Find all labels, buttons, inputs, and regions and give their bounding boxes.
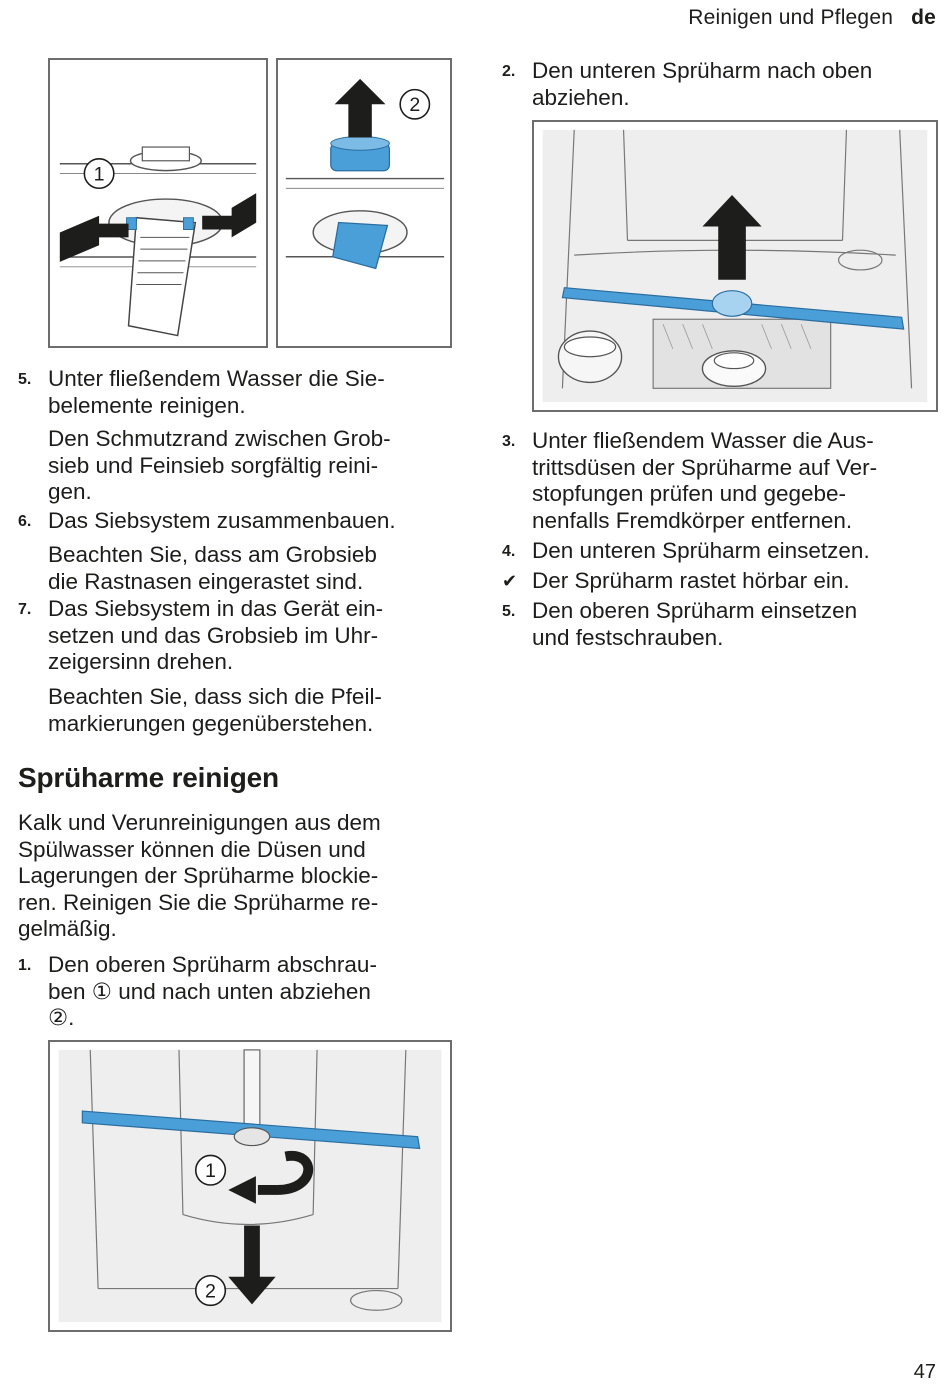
lower-spray-arm-illustration [534, 122, 936, 410]
step-text-line: Den oberen Sprüharm abschrau- [48, 952, 377, 977]
step-text-line: Das Siebsystem in das Gerät ein- [48, 596, 384, 621]
note-line: Den Schmutzrand zwischen Grob- [48, 426, 391, 451]
intro-line: gelmäßig. [18, 916, 117, 941]
note-arrow-markings [48, 684, 450, 737]
step-text-line: Den unteren Sprüharm nach oben [532, 58, 873, 83]
note-line: Beachten Sie, dass am Grobsieb [48, 542, 377, 567]
step-text-line: belemente reinigen. [48, 392, 246, 418]
step-3-check-nozzles [502, 428, 938, 534]
step-6-assemble [18, 508, 450, 535]
step-number: 6. [18, 513, 32, 530]
note-latches [48, 542, 450, 595]
step-5-filter [18, 366, 450, 419]
step-text-line: trittsdüsen der Sprüharme auf Ver- [532, 454, 878, 480]
step-text-line: abziehen. [532, 84, 630, 110]
step-number: 1. [18, 957, 32, 974]
step-number: 2. [502, 63, 516, 80]
checkmark-icon: ✔ [502, 571, 518, 591]
result-text-line: Der Sprüharm rastet hörbar ein. [532, 568, 850, 593]
upper-spray-arm-figure [48, 1040, 452, 1332]
step-text-line: nenfalls Fremdkörper entfernen. [532, 507, 853, 533]
step-text-line: ben ① und nach unten abziehen [48, 978, 371, 1004]
step-text-line: setzen und das Grobsieb im Uhr- [48, 622, 379, 648]
callout-one: 1 [93, 163, 105, 186]
intro-line: Spülwasser können die Düsen und [18, 836, 366, 862]
intro-line: Lagerungen der Sprüharme blockie- [18, 863, 379, 888]
lower-spray-arm-figure [532, 120, 938, 412]
note-line: markierungen gegenüberstehen. [48, 710, 374, 736]
step-text-line: Den unteren Sprüharm einsetzen. [532, 538, 870, 563]
step-text-line: ②. [48, 1005, 75, 1030]
step-text-line: Unter fließendem Wasser die Aus- [532, 428, 874, 453]
step-number: 4. [502, 543, 516, 560]
step-text-line: Das Siebsystem zusammenbauen. [48, 508, 396, 533]
section-title: Reinigen und Pflegen [688, 6, 894, 29]
step-number: 7. [18, 601, 32, 618]
filter-lift-illustration [278, 60, 450, 346]
step-number: 5. [502, 603, 516, 620]
running-header [688, 6, 936, 30]
filter-press-illustration [50, 60, 266, 346]
step-5-insert-upper-arm [502, 598, 938, 651]
intro-paragraph [18, 810, 450, 943]
note-line: gen. [48, 479, 92, 504]
callout-two: 2 [409, 94, 421, 117]
result-clicks-in [502, 568, 938, 595]
intro-line: Kalk und Verunreinigungen aus dem [18, 810, 381, 835]
callout-one: 1 [205, 1160, 217, 1183]
note-line: die Rastnasen eingerastet sind. [48, 568, 364, 594]
step-text-line: stopfungen prüfen und gegebe- [532, 481, 847, 506]
step-text-line: und festschrauben. [532, 624, 724, 650]
section-heading: Sprüharme reinigen [18, 762, 279, 793]
language-tag: de [911, 6, 936, 29]
note-line: Beachten Sie, dass sich die Pfeil- [48, 684, 382, 709]
note-line: sieb und Feinsieb sorgfältig reini- [48, 452, 379, 478]
step-text-line: zeigersinn drehen. [48, 649, 234, 674]
filter-figure-right [276, 58, 452, 348]
step-4-insert-lower-arm [502, 538, 938, 565]
step-text-line: Unter fließendem Wasser die Sie- [48, 366, 385, 391]
step-2-pull-lower-arm [502, 58, 938, 111]
intro-line: ren. Reinigen Sie die Sprüharme re- [18, 889, 379, 915]
page-number: 47 [913, 1361, 936, 1383]
callout-two: 2 [205, 1280, 217, 1303]
step-text-line: Den oberen Sprüharm einsetzen [532, 598, 858, 623]
step-number: 3. [502, 433, 516, 450]
note-dirt-rim [48, 426, 450, 506]
step-number: 5. [18, 371, 32, 388]
step-1-unscrew [18, 952, 450, 1032]
filter-figure-left [48, 58, 268, 348]
step-7-insert [18, 596, 450, 676]
upper-spray-arm-illustration [50, 1042, 450, 1330]
